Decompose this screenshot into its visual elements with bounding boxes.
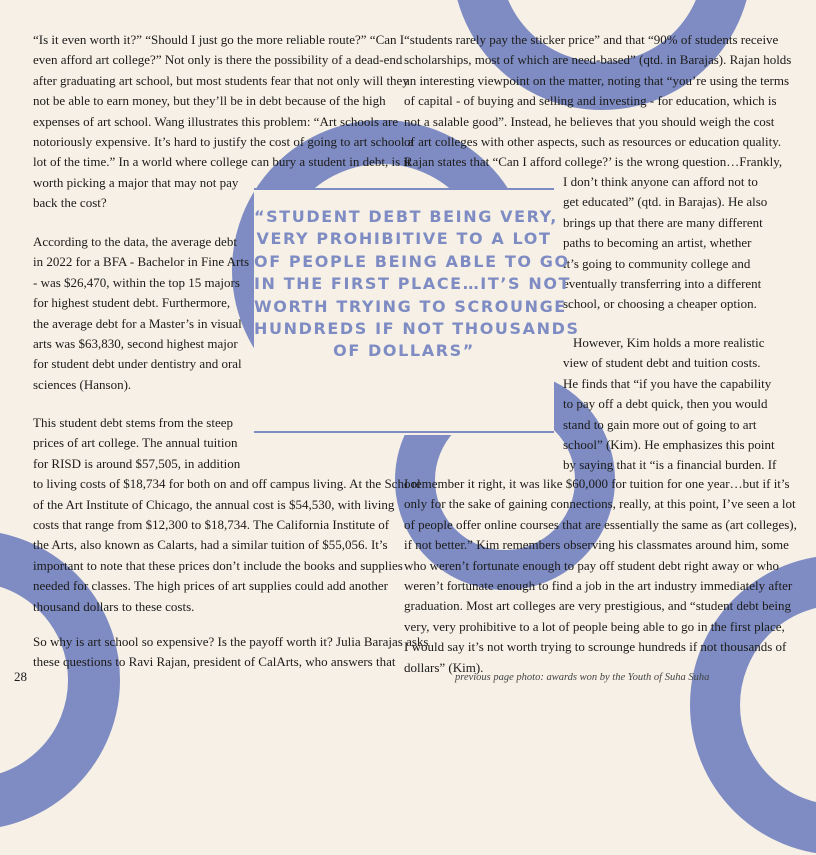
right-paragraph-4: I remember it right, it was like $60,000 for tuition for one year…but if it’s only for the sake of gaining connections, really, at this point, I’ve seen a lot of people offer online courses that are essentially the same as (art colleges), if not better.” Kim remembers observing his classmates around him, some who weren’t fortunate enough to pay off student debt right away or who weren’t fortunate enough to find a job in the art industry immediately after graduation. Most art colleges are very prestigious, and “student debt being very, very prohibitive to a lot of people being able to go in the first place, I would say it’s not worth trying to scrounge hundreds if not thousands of dollars” (Kim). (404, 476, 797, 675)
right-paragraph-1: “students rarely pay the sticker price” and that “90% of students receive scholarships, most of which are need-based” (qtd. in Barajas). Rajan holds an interesting viewpoint on the matter, noting that “you’re using the terms of capital - of buying and selling and investing - for education, which is not a salable good”. Instead, he believes that you should weigh the cost of art colleges with other aspects, such as resources or education quality. Rajan states that “Can I afford college?’ is the wrong question…Frankly, (404, 32, 792, 170)
right-paragraph-2: I don’t think anyone can afford not to get educated” (qtd. in Barajas). He also brings up that there are many different paths to becoming an artist, whether it’s going to community college and eventually transferring into a different school, or choosing a cheaper option. (563, 174, 768, 312)
photo-caption: previous page photo: awards won by the Youth of Suha Suha (455, 672, 710, 683)
page-number: 28 (14, 669, 27, 684)
pull-quote-box (254, 188, 580, 435)
pull-quote-rule-bottom (254, 431, 554, 433)
left-paragraph-4: So why is art school so expensive? Is the payoff worth it? Julia Barajas asks these questions to Ravi Rajan, president of CalArts, who answers that (33, 634, 429, 670)
left-paragraph-1: “Is it even worth it?” “Should I just go the more reliable route?” “Can I even afford art college?” Not only is there the possibility of a dead-end after graduating art school, but most students fear that not only will they not be able to earn money, but they’ll be in debt because of the high expenses of art school. Wang illustrates this problem: “Art schools are notoriously expensive. It’s hard to justify the cost of going to art school a lot of the time.” In a world where college can bury a student in debt, is it worth picking a major that may not pay back the cost? (33, 32, 414, 211)
left-paragraph-3: This student debt stems from the steep prices of art college. The annual tuition for RISD is around $57,505, in addition to living costs of $18,734 for both on and off campus living. At the School of the Art Institute of Chicago, the annual cost is $54,530, with living costs that range from $12,300 to $18,734. The California Institute of the Arts, also known as Calarts, had a similar tuition of $55,056. It’s important to note that these prices don’t include the books and supplies needed for classes. The high prices of art supplies could add another thousand dollars to these costs. (33, 415, 421, 614)
right-paragraph-3: However, Kim holds a more realistic view of student debt and tuition costs. He finds that “if you have the capability to pay off a debt quick, then you would stand to gain more out of going to art school” (Kim). He emphasizes this point by saying that it “is a financial burden. If (563, 335, 777, 473)
left-paragraph-2: According to the data, the average debt in 2022 for a BFA - Bachelor in Fine Arts - was $26,470, within the top 15 majors for highest student debt. Furthermore, the average debt for a Master’s in visual arts was $63,830, second highest major for student debt under dentistry and oral sciences (Hanson). (33, 234, 250, 392)
pull-quote: “STUDENT DEBT BEING VERY, VERY PROHIBITIVE TO A LOT OF PEOPLE BEING ABLE TO GO IN THE FIRST PLACE…IT’S NOT WORTH TRYING TO SCROUNGE HUNDREDS IF NOT THOUSANDS OF DOLLARS” (254, 207, 580, 361)
pull-quote-rule-top (254, 188, 554, 190)
